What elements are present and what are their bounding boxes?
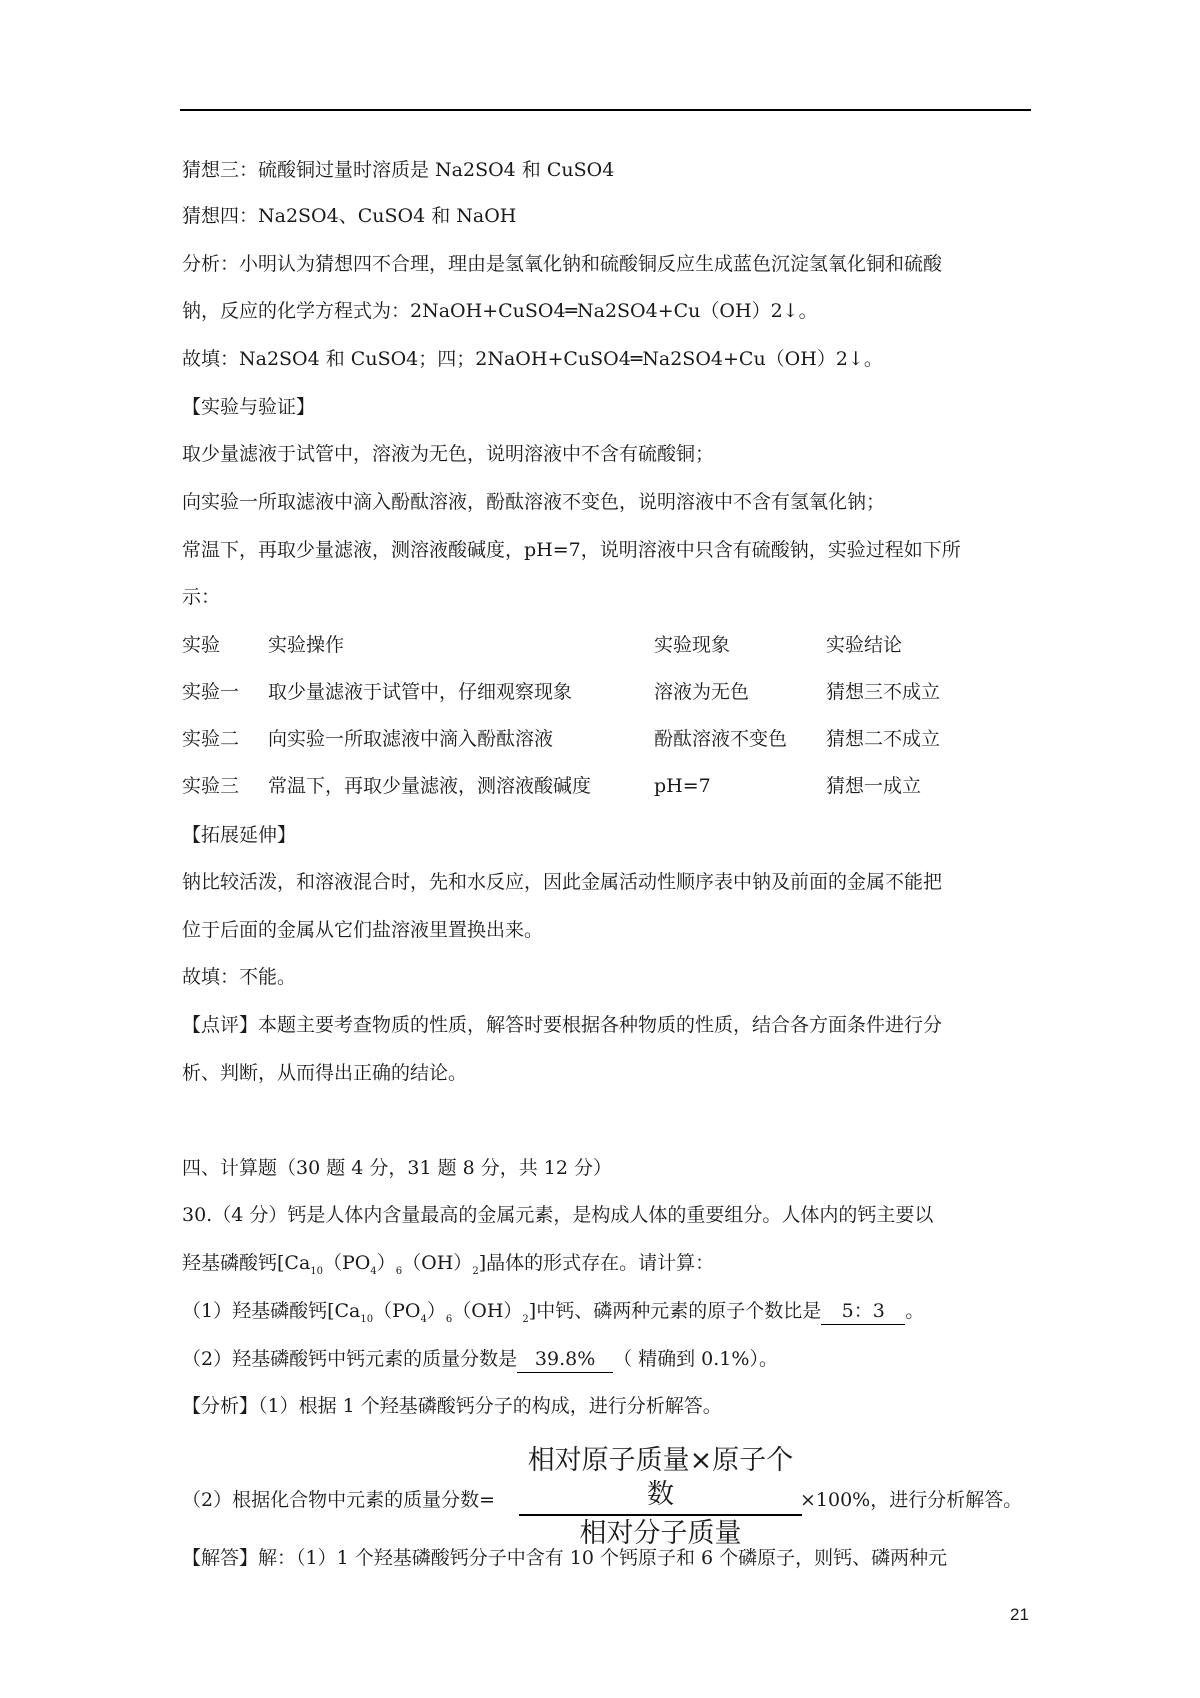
subscript: 10	[360, 1313, 374, 1325]
text-span: ）	[376, 1252, 396, 1274]
text-span: （PO	[323, 1252, 371, 1274]
text-line: 钠，反应的化学方程式为：2NaOH+CuSO4═Na2SO4+Cu（OH）2↓。	[182, 300, 818, 322]
formula-suffix: ×100%，进行分析解答。	[800, 1489, 1023, 1511]
table-header: 实验操作	[268, 634, 345, 656]
text-line: 猜想三：硫酸铜过量时溶质是 Na2SO4 和 CuSO4	[182, 159, 615, 181]
section-heading: 【拓展延伸】	[182, 824, 297, 846]
formula-line	[182, 1250, 714, 1285]
experiment-table	[182, 632, 1002, 820]
solution-line: 【解答】解：（1）1 个羟基磷酸钙分子中含有 10 个钙原子和 6 个磷原子，则钙、磷两种元	[182, 1547, 948, 1569]
answer-blank: 39.8%	[517, 1346, 613, 1373]
text-line: 位于后面的金属从它们盐溶液里置换出来。	[182, 919, 544, 941]
section-heading: 【实验与验证】	[182, 396, 316, 418]
subscript: 10	[310, 1265, 324, 1277]
page-number: 21	[1010, 1605, 1029, 1624]
text-line: 分析：小明认为猜想四不合理，理由是氢氧化钠和硫酸铜反应生成蓝色沉淀氢氧化铜和硫酸	[182, 253, 943, 275]
table-header: 实验结论	[826, 634, 903, 656]
text-line: 常温下，再取少量滤液，测溶液酸碱度，pH=7，说明溶液中只含有硫酸钠，实验过程如下所	[182, 539, 961, 561]
table-cell: 溶液为无色	[654, 681, 750, 703]
table-header: 实验现象	[654, 634, 731, 656]
text-span: （OH）	[452, 1300, 523, 1322]
table-cell: 实验三	[182, 775, 240, 797]
text-span: ]晶体的形式存在。请计算：	[478, 1252, 715, 1274]
text-span: ]中钙、磷两种元素的原子个数比是	[528, 1300, 822, 1322]
text-line: 故填：Na2SO4 和 CuSO4；四；2NaOH+CuSO4═Na2SO4+Cu（OH）2↓。	[182, 348, 883, 370]
table-cell: 酚酞溶液不变色	[654, 728, 788, 750]
text-line: 示：	[182, 586, 221, 608]
table-cell: 取少量滤液于试管中，仔细观察现象	[268, 681, 573, 703]
table-cell: 猜想二不成立	[826, 728, 941, 750]
table-row	[182, 726, 1002, 773]
text-line: 向实验一所取滤液中滴入酚酞溶液，酚酞溶液不变色，说明溶液中不含有氢氧化钠；	[182, 491, 886, 513]
formula-denominator: 相对分子质量	[579, 1518, 742, 1549]
table-cell: pH=7	[654, 775, 711, 797]
text-span: （1）羟基磷酸钙[Ca	[182, 1300, 361, 1322]
question-1	[182, 1298, 924, 1333]
text-span: （OH）	[402, 1252, 473, 1274]
table-cell: 猜想三不成立	[826, 681, 941, 703]
text-span: ）	[426, 1300, 446, 1322]
table-header-row	[182, 632, 1002, 679]
table-cell: 猜想一成立	[826, 775, 922, 797]
question-2	[182, 1346, 778, 1373]
mass-fraction-formula	[519, 1444, 802, 1552]
table-cell: 常温下，再取少量滤液，测溶液酸碱度	[268, 775, 592, 797]
text-span: （2）羟基磷酸钙中钙元素的质量分数是	[182, 1348, 518, 1370]
answer-blank: 5：3	[821, 1298, 905, 1325]
text-line: 猜想四：Na2SO4、CuSO4 和 NaOH	[182, 205, 517, 227]
text-span: 。	[905, 1300, 925, 1322]
subscript: 2	[472, 1265, 479, 1277]
text-line: 取少量滤液于试管中，溶液为无色，说明溶液中不含有硫酸铜；	[182, 443, 715, 465]
text-span: （PO	[373, 1300, 421, 1322]
header-rule	[180, 109, 1031, 111]
analysis-line-2	[182, 1487, 495, 1513]
formula-numerator: 相对原子质量×原子个数	[519, 1444, 802, 1516]
text-line: 钠比较活泼，和溶液混合时，先和水反应，因此金属活动性顺序表中钠及前面的金属不能把	[182, 871, 943, 893]
text-line: 故填：不能。	[182, 966, 297, 988]
subscript: 4	[420, 1313, 427, 1325]
comment-line: 【点评】本题主要考查物质的性质，解答时要根据各种物质的性质，结合各方面条件进行分	[182, 1014, 943, 1036]
table-cell: 实验一	[182, 681, 240, 703]
table-header: 实验	[182, 634, 221, 656]
table-cell: 向实验一所取滤液中滴入酚酞溶液	[268, 728, 554, 750]
table-row	[182, 773, 1002, 820]
text-span: 羟基磷酸钙[Ca	[182, 1252, 311, 1274]
analysis-line: 【分析】（1）根据 1 个羟基磷酸钙分子的构成，进行分析解答。	[182, 1395, 722, 1417]
subscript: 6	[445, 1313, 453, 1325]
table-cell: 实验二	[182, 728, 240, 750]
text-span: （ 精确到 0.1%）。	[613, 1348, 778, 1370]
table-row	[182, 679, 1002, 726]
text-line: 析、判断，从而得出正确的结论。	[182, 1062, 468, 1084]
subscript: 6	[395, 1265, 403, 1277]
subscript: 2	[522, 1313, 529, 1325]
subscript: 4	[370, 1265, 377, 1277]
question-stem: 30.（4 分）钙是人体内含量最高的金属元素，是构成人体的重要组分。人体内的钙主要以	[182, 1204, 934, 1226]
section-title: 四、计算题（30 题 4 分，31 题 8 分，共 12 分）	[182, 1157, 613, 1179]
text-span: （2）根据化合物中元素的质量分数=	[182, 1489, 496, 1511]
